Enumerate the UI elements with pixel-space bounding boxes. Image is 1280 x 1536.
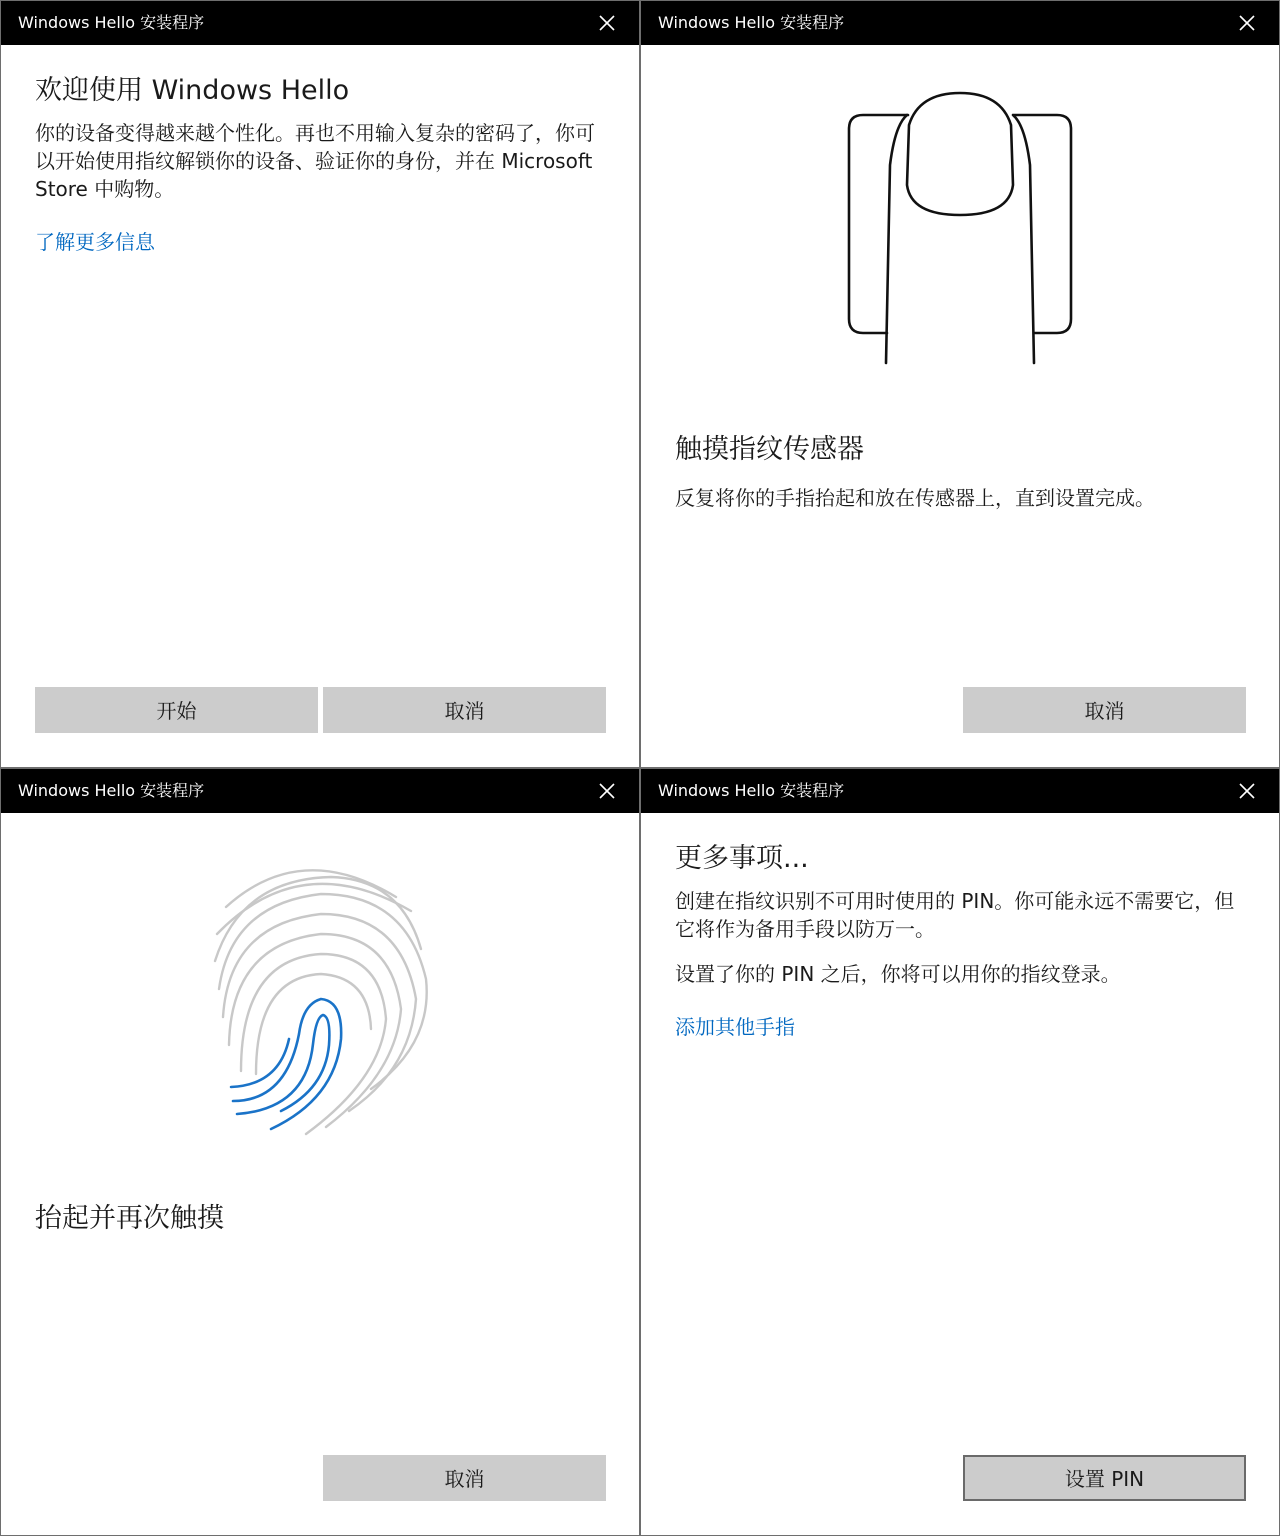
welcome-dialog	[1, 1, 639, 767]
cancel-button[interactable]: 取消	[963, 687, 1246, 733]
setup-pin-button[interactable]: 设置 PIN	[963, 1455, 1246, 1501]
page-title: 欢迎使用 Windows Hello	[35, 75, 350, 106]
window-title: Windows Hello 安装程序	[18, 781, 205, 800]
title-bar	[1, 1, 639, 45]
title-bar	[1, 769, 639, 813]
add-finger-link[interactable]: 添加其他手指	[675, 1015, 795, 1039]
start-button[interactable]: 开始	[35, 687, 318, 733]
pin-note: 设置了你的 PIN 之后，你将可以用你的指纹登录。	[675, 962, 1121, 986]
learn-more-link[interactable]: 了解更多信息	[35, 230, 155, 254]
instruction-text: 反复将你的手指抬起和放在传感器上，直到设置完成。	[675, 486, 1155, 510]
lift-touch-dialog	[1, 769, 639, 1535]
touch-sensor-dialog	[641, 1, 1279, 767]
close-icon[interactable]	[597, 13, 617, 33]
more-options-dialog	[641, 769, 1279, 1535]
cancel-button[interactable]: 取消	[323, 687, 606, 733]
window-title: Windows Hello 安装程序	[18, 13, 205, 32]
cancel-button[interactable]: 取消	[323, 1455, 606, 1501]
close-icon[interactable]	[597, 781, 617, 801]
fingerprint-progress-icon	[201, 849, 441, 1139]
title-bar	[641, 769, 1279, 813]
window-title: Windows Hello 安装程序	[658, 781, 845, 800]
window-title: Windows Hello 安装程序	[658, 13, 845, 32]
description-text: 你的设备变得越来越个性化。再也不用输入复杂的密码了，你可以开始使用指纹解锁你的设备、验证你的身份，并在 Microsoft Store 中购物。	[35, 121, 595, 201]
page-title: 触摸指纹传感器	[675, 434, 864, 465]
title-bar	[641, 1, 1279, 45]
close-icon[interactable]	[1237, 13, 1257, 33]
page-title: 抬起并再次触摸	[35, 1203, 224, 1234]
pin-description: 创建在指纹识别不可用时使用的 PIN。你可能永远不需要它，但它将作为备用手段以防万一。	[675, 889, 1235, 941]
finger-on-sensor-icon	[841, 85, 1081, 371]
page-title: 更多事项...	[675, 843, 809, 874]
close-icon[interactable]	[1237, 781, 1257, 801]
